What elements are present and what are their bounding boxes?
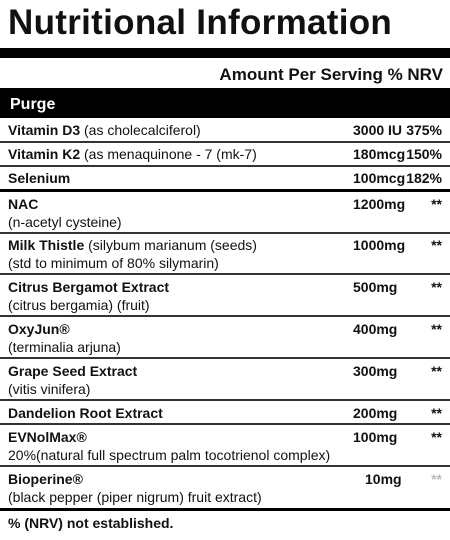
nutrient-desc-line2: (black pepper (piper nigrum) fruit extract) (8, 489, 262, 505)
nutrient-amount: 500mg (353, 279, 398, 295)
nutrient-desc-line2: (std to minimum of 80% silymarin) (8, 255, 219, 271)
nutrient-desc-line2: (terminalia arjuna) (8, 339, 121, 355)
nutrient-amount: 10mg (365, 471, 402, 487)
nutrient-name: OxyJun® (8, 321, 70, 337)
nutrient-row-milk-thistle (8, 236, 442, 272)
nutrient-amount: 200mg (353, 405, 398, 421)
row-divider (0, 399, 450, 401)
serving-header: Amount Per Serving % NRV (219, 65, 443, 84)
nutrient-amount: 3000 IU (353, 122, 403, 138)
nutrient-row-selenium (8, 169, 442, 187)
section-label: Purge (10, 96, 56, 113)
nutrient-name: Bioperine® (8, 471, 83, 487)
nutrient-name: Grape Seed Extract (8, 363, 138, 379)
nutrient-desc-line2: 20%(natural full spectrum palm tocotrienol complex) (8, 447, 331, 463)
row-divider (0, 232, 450, 234)
row-divider (0, 465, 450, 467)
nutrient-nrv: 182% (406, 170, 442, 186)
nutrient-nrv: ** (431, 321, 442, 337)
nutrient-nrv: ** (431, 196, 442, 212)
nutrient-row-bioperine (8, 470, 442, 506)
nutrient-desc: (as menaquinone - 7 (mk-7) (84, 146, 257, 162)
nutrient-amount: 100mg (353, 429, 398, 445)
row-divider (0, 189, 450, 192)
nutrient-row-dandelion (8, 404, 442, 422)
nutrient-row-citrus-bergamot (8, 278, 442, 314)
nutrient-nrv: ** (431, 429, 442, 445)
nutrient-name: NAC (8, 196, 39, 212)
row-divider (0, 141, 450, 143)
nutrient-nrv: ** (431, 237, 442, 253)
top-divider-bar (0, 48, 450, 58)
nutrient-name: Vitamin K2 (8, 146, 81, 162)
nutrient-name: Milk Thistle (8, 237, 85, 253)
nutrient-name: Dandelion Root Extract (8, 405, 163, 421)
nutrient-nrv: ** (431, 279, 442, 295)
nutrient-row-evnolmax (8, 428, 442, 464)
nutrient-amount: 180mcg (353, 146, 406, 162)
section-header (0, 92, 450, 118)
nutrient-nrv: 150% (406, 146, 442, 162)
nutrient-name: Vitamin D3 (8, 122, 81, 138)
row-divider (0, 273, 450, 275)
nutrient-nrv: ** (431, 405, 442, 421)
nutrient-row-vitamin-k2 (8, 145, 442, 163)
row-divider (0, 165, 450, 167)
nutrient-name: Selenium (8, 170, 71, 186)
nutrient-desc-line2: (citrus bergamia) (fruit) (8, 297, 150, 313)
nutrient-row-oxyjun (8, 320, 442, 356)
row-divider (0, 357, 450, 359)
nutrient-row-vitamin-d3 (8, 121, 442, 139)
nutrient-desc-line2: (vitis vinifera) (8, 381, 91, 397)
nutrient-amount: 400mg (353, 321, 398, 337)
nutrient-desc: (silybum marianum (seeds) (88, 237, 257, 253)
panel-title: Nutritional Information (8, 3, 393, 42)
nutrient-name: EVNolMax® (8, 429, 87, 445)
row-divider (0, 508, 450, 511)
nutrient-amount: 1200mg (353, 196, 406, 212)
nutrient-nrv: 375% (406, 122, 442, 138)
nutrient-desc: (as cholecalciferol) (84, 122, 201, 138)
nutrient-amount: 300mg (353, 363, 398, 379)
footnote: % (NRV) not established. (8, 515, 174, 531)
nutrient-row-grape-seed (8, 362, 442, 398)
row-divider (0, 423, 450, 425)
nutrient-amount: 100mcg (353, 170, 406, 186)
nutrient-nrv: ** (431, 471, 442, 487)
nutrient-nrv: ** (431, 363, 442, 379)
nutrient-amount: 1000mg (353, 237, 406, 253)
row-divider (0, 315, 450, 317)
nutrient-name: Citrus Bergamot Extract (8, 279, 170, 295)
nutrient-row-nac (8, 195, 442, 231)
nutrient-desc-line2: (n-acetyl cysteine) (8, 214, 122, 230)
